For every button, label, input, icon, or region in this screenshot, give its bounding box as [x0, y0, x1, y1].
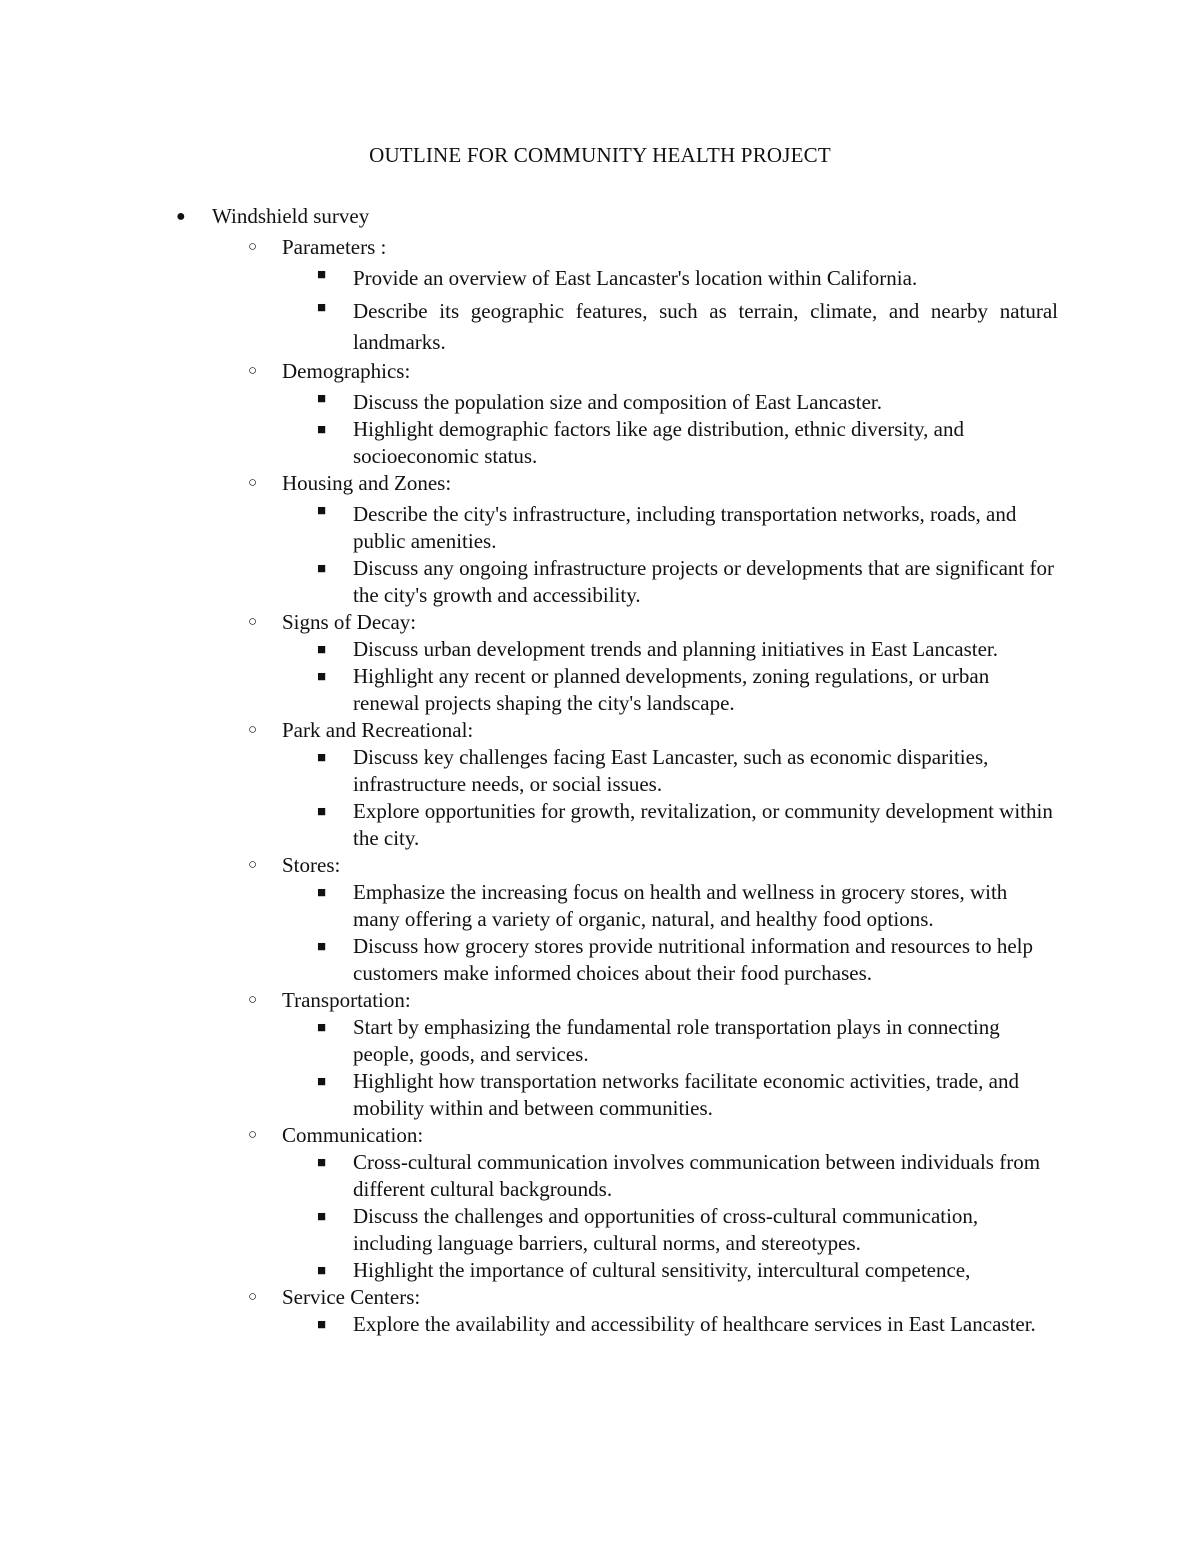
section-heading-demographics: ○ Demographics: — [248, 359, 411, 383]
list-item: ■ Emphasize the increasing focus on health and wellness in grocery stores, with many offering a variety of organic, natural, and healthy food options. — [317, 880, 1008, 931]
square-bullet-icon: ■ — [317, 1074, 327, 1090]
section-heading-communication: ○ Communication: — [248, 1123, 424, 1147]
list-item: ■ Discuss the population size and composition of East Lancaster. — [0, 385, 1200, 416]
list-item: ■ Highlight the importance of cultural sensitivity, intercultural competence, — [0, 1257, 1200, 1284]
top-item-label: Windshield survey — [212, 204, 370, 228]
section-heading-parameters: ○ Parameters : — [248, 235, 387, 259]
square-bullet-icon: ■ — [317, 300, 327, 316]
list-item-windshield-survey — [0, 203, 1200, 234]
list-item: ■ Discuss any ongoing infrastructure projects or developments that are significant for the city's growth and accessibility. — [317, 556, 1054, 607]
list-item: ■ Highlight how transportation networks facilitate economic activities, trade, and mobility within and between communities. — [317, 1069, 1019, 1120]
list-item: ■ Discuss urban development trends and planning initiatives in East Lancaster. — [0, 636, 1200, 663]
hollow-circle-bullet-icon: ○ — [248, 475, 258, 491]
section-heading-park-and-recreational: ○ Park and Recreational: — [248, 718, 474, 742]
square-bullet-icon: ■ — [317, 885, 327, 901]
square-bullet-icon: ■ — [317, 939, 327, 955]
list-item: ■ Describe the city's infrastructure, including transportation networks, roads, and public amenities. — [0, 497, 1200, 555]
page-title: OUTLINE FOR COMMUNITY HEALTH PROJECT — [369, 143, 831, 167]
list-item: ■ Discuss the challenges and opportunities of cross-cultural communication, including language barriers, cultural norms, and stereotypes. — [317, 1204, 979, 1255]
square-bullet-icon: ■ — [317, 391, 327, 407]
section-heading-signs-of-decay: ○ Signs of Decay: — [248, 610, 417, 634]
section-heading-transportation: ○ Transportation: — [248, 988, 411, 1012]
square-bullet-icon: ■ — [317, 642, 327, 658]
square-bullet-icon: ■ — [317, 267, 327, 283]
list-item: ■ Explore the availability and accessibility of healthcare services in East Lancaster. — [0, 1311, 1200, 1338]
section-heading-service-centers: ○ Service Centers: — [248, 1285, 421, 1309]
hollow-circle-bullet-icon: ○ — [248, 1127, 258, 1143]
list-item: ■ Highlight demographic factors like age distribution, ethnic diversity, and socioeconomic status. — [317, 417, 964, 468]
hollow-circle-bullet-icon: ○ — [248, 239, 258, 255]
square-bullet-icon: ■ — [317, 422, 327, 438]
list-item: ■ Provide an overview of East Lancaster's location within California. — [0, 261, 1200, 292]
hollow-circle-bullet-icon: ○ — [248, 992, 258, 1008]
square-bullet-icon: ■ — [317, 669, 327, 685]
square-bullet-icon: ■ — [317, 503, 327, 519]
section-heading-housing-and-zones: ○ Housing and Zones: — [248, 471, 452, 495]
square-bullet-icon: ■ — [317, 804, 327, 820]
list-item: ■ Explore opportunities for growth, revitalization, or community development within the city. — [317, 799, 1053, 850]
square-bullet-icon: ■ — [317, 1209, 327, 1225]
square-bullet-icon: ■ — [317, 1020, 327, 1036]
square-bullet-icon: ■ — [317, 561, 327, 577]
section-heading-stores: ○ Stores: — [248, 853, 341, 877]
hollow-circle-bullet-icon: ○ — [248, 614, 258, 630]
list-item: ■ Cross-cultural communication involves communication between individuals from different cultural backgrounds. — [317, 1150, 1041, 1201]
outline-list — [0, 203, 1200, 1338]
square-bullet-icon: ■ — [317, 1317, 327, 1333]
filled-circle-bullet-icon: ● — [176, 208, 186, 225]
square-bullet-icon: ■ — [317, 1155, 327, 1171]
hollow-circle-bullet-icon: ○ — [248, 857, 258, 873]
hollow-circle-bullet-icon: ○ — [248, 722, 258, 738]
hollow-circle-bullet-icon: ○ — [248, 1289, 258, 1305]
list-item: ■ Highlight any recent or planned developments, zoning regulations, or urban renewal projects shaping the city's landscape. — [317, 664, 990, 715]
square-bullet-icon: ■ — [317, 1263, 327, 1279]
list-item: ■ Discuss how grocery stores provide nutritional information and resources to help customers make informed choices about their food purchases. — [317, 934, 1034, 985]
list-item: ■ Discuss key challenges facing East Lancaster, such as economic disparities, infrastructure needs, or social issues. — [317, 745, 989, 796]
square-bullet-icon: ■ — [317, 750, 327, 766]
list-item: ■ Start by emphasizing the fundamental role transportation plays in connecting people, goods, and services. — [317, 1015, 1000, 1066]
list-item: ■ Describe its geographic features, such as terrain, climate, and nearby natural landmarks. — [0, 292, 1200, 358]
hollow-circle-bullet-icon: ○ — [248, 363, 258, 379]
